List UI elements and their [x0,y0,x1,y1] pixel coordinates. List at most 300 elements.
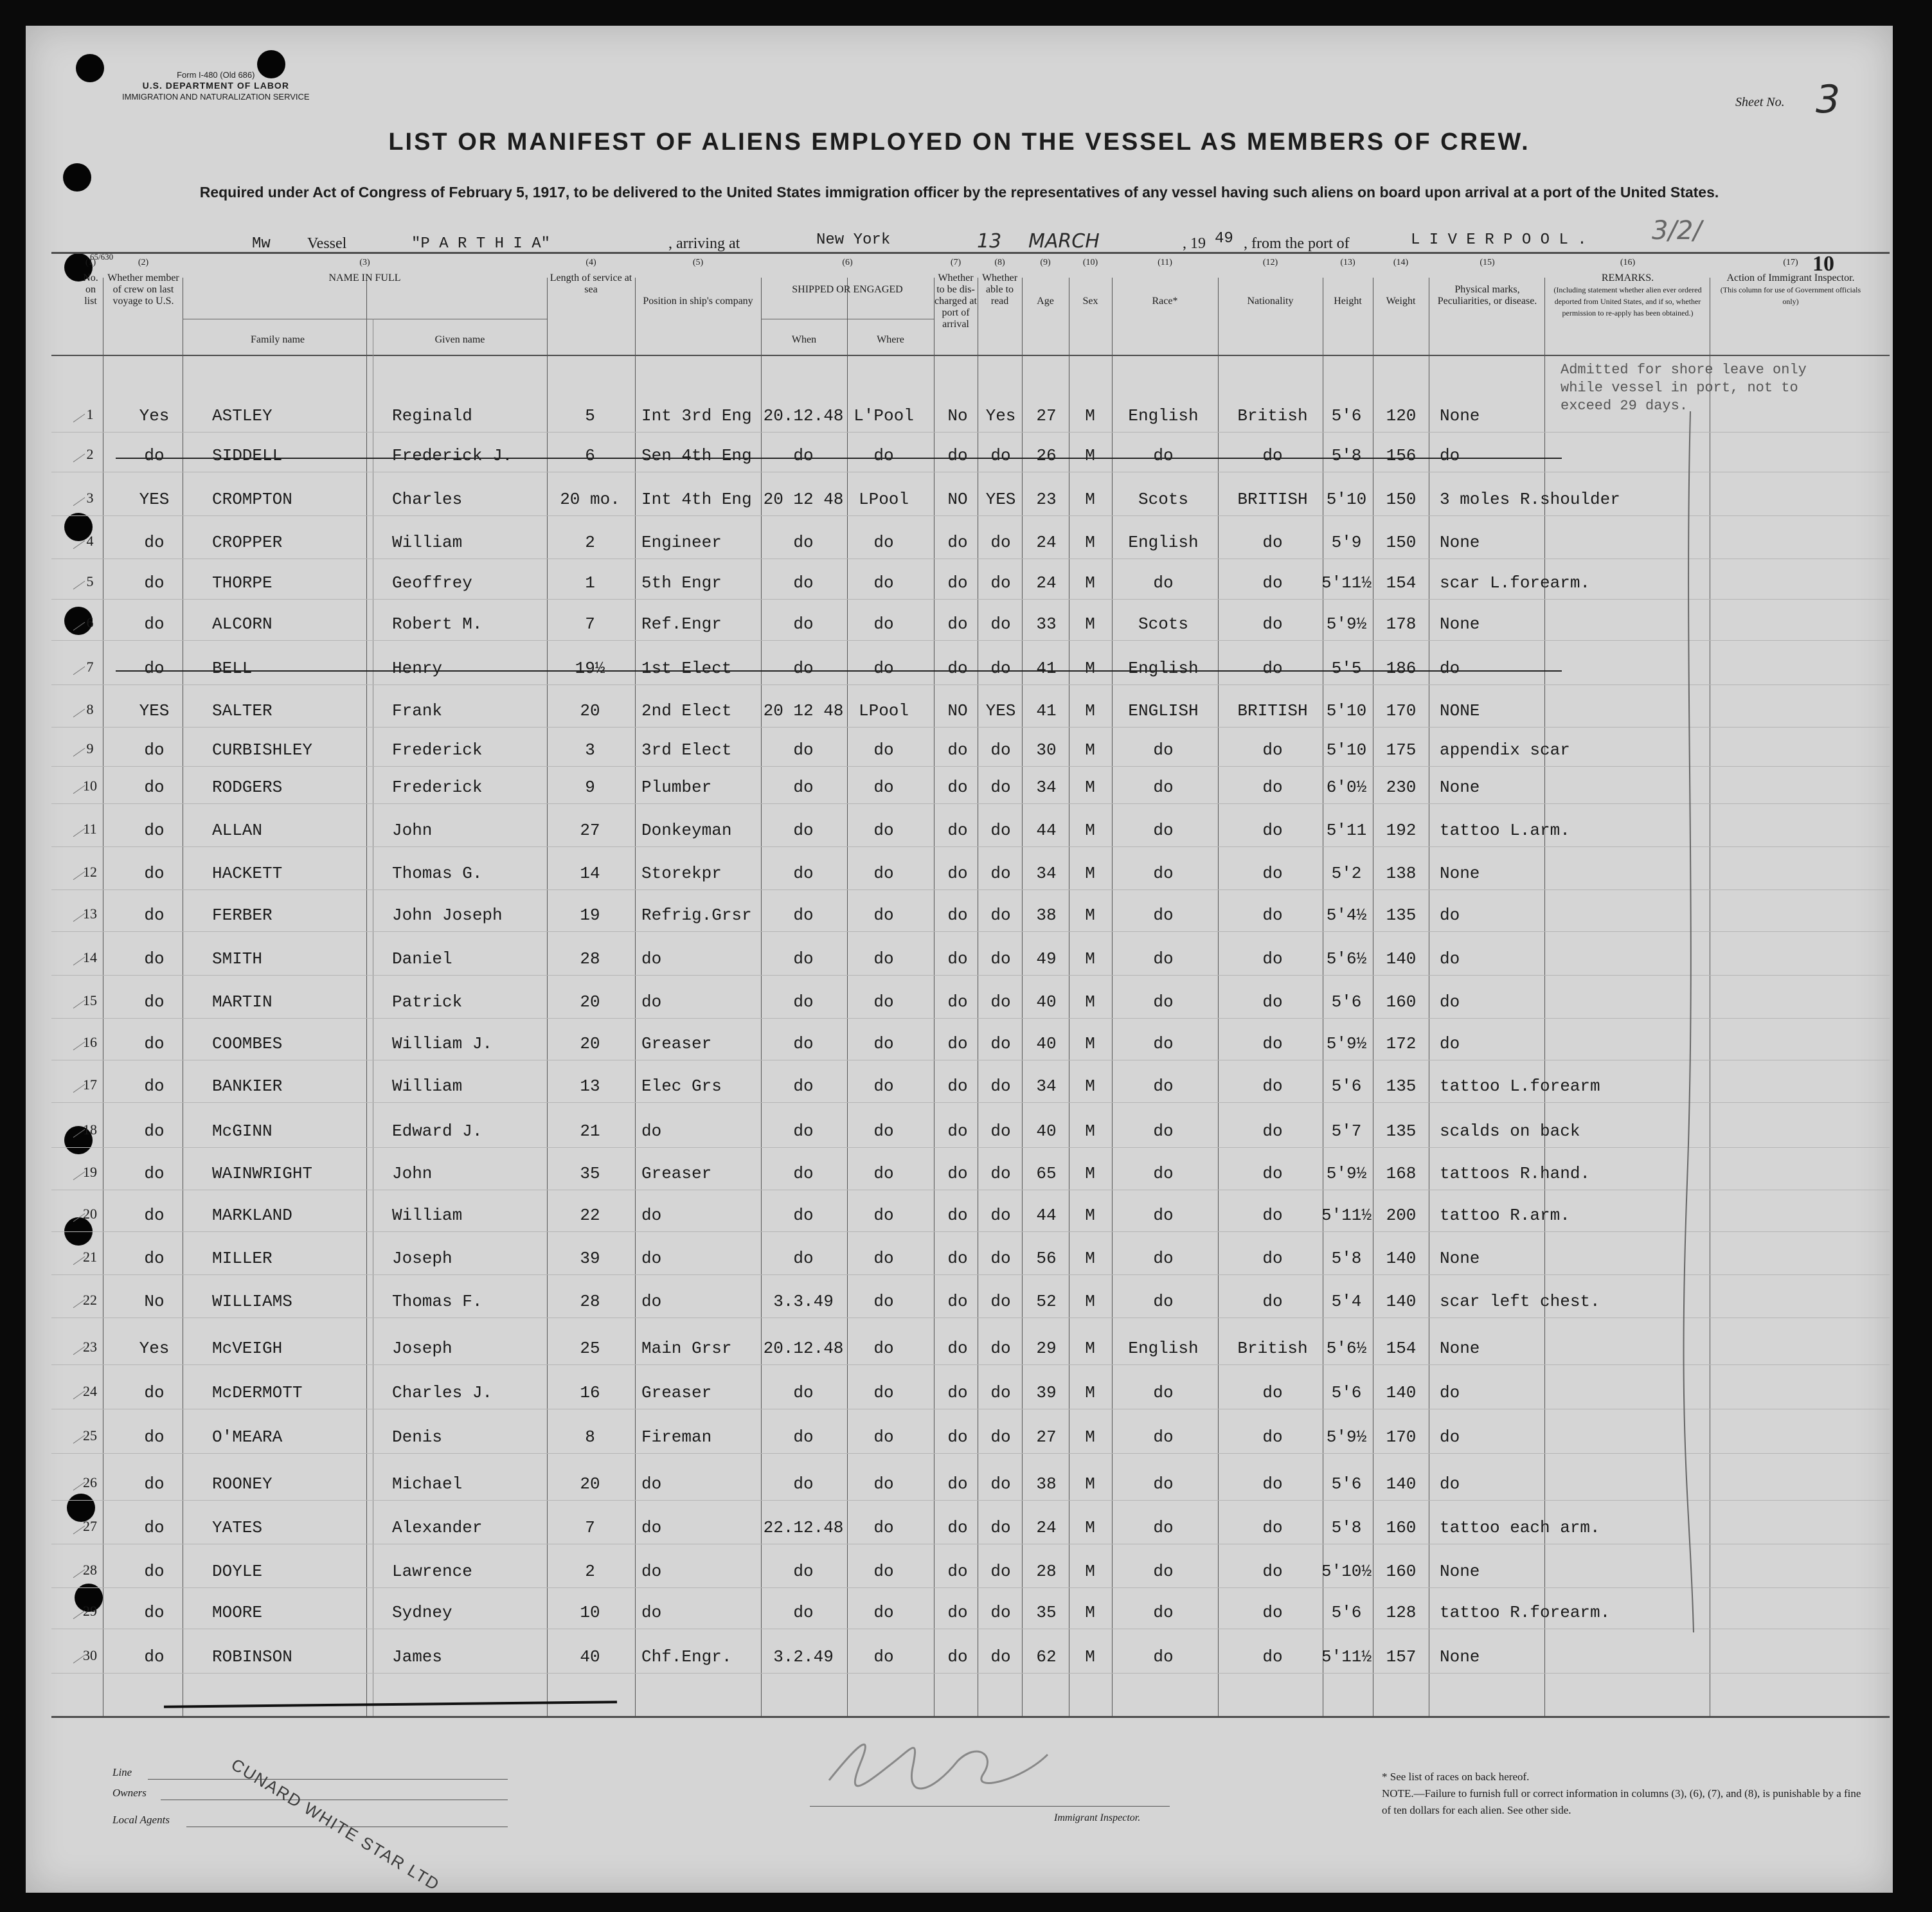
form-info [122,69,310,102]
position-cell: Sen 4th Eng [641,446,752,465]
nationality-cell: do [1262,1249,1283,1268]
height-cell: 6'0½ [1326,778,1367,797]
header-nationality [1218,257,1323,307]
given-name-cell: Frank [392,701,443,720]
strikethrough-line [116,458,1562,459]
shipped-where-cell: do [873,906,894,925]
header-col-number: (17) [1783,258,1798,267]
age-cell: 23 [1036,490,1057,509]
able-to-read-cell: do [990,1121,1011,1141]
last-voyage-cell: do [144,949,165,969]
row-divider [51,1018,1890,1019]
nationality-cell: BRITISH [1237,490,1308,509]
weight-cell: 178 [1386,614,1417,634]
shipped-where-cell: do [873,992,894,1012]
last-voyage-cell: do [144,1562,165,1581]
line-label: Line [112,1766,132,1778]
family-name-cell: RODGERS [212,778,283,797]
discharged-cell: NO [947,490,968,509]
shipped-when-cell: do [793,992,814,1012]
service-length-cell: 13 [580,1077,600,1096]
physical-marks-cell: scar left chest. [1440,1292,1600,1311]
race-cell: do [1153,949,1174,969]
department-name: U.S. DEPARTMENT OF LABOR [142,80,289,91]
service-length-cell: 7 [585,1518,595,1537]
shipped-where-cell: L'Pool [854,406,914,425]
able-to-read-cell: do [990,614,1011,634]
check-mark [73,497,85,506]
header-age [1022,257,1069,307]
race-cell: do [1153,864,1174,883]
age-cell: 40 [1036,992,1057,1012]
shipped-where-cell: do [873,949,894,969]
discharged-cell: do [947,992,968,1012]
shipped-where-cell: do [873,1077,894,1096]
header-family-name: Family name [251,334,305,345]
sex-cell: M [1085,949,1095,969]
shipped-where-cell: do [873,1034,894,1053]
row-number: 27 [83,1518,97,1534]
able-to-read-cell: do [990,533,1011,552]
row-number: 6 [86,614,94,630]
weight-cell: 170 [1386,1427,1417,1447]
weight-cell: 128 [1386,1603,1417,1622]
sex-cell: M [1085,533,1095,552]
given-name-cell: Reginald [392,406,472,425]
nationality-cell: do [1262,906,1283,925]
discharged-cell: do [947,1427,968,1447]
race-cell: ENGLISH [1128,701,1199,720]
discharged-cell: do [947,446,968,465]
physical-marks-cell: tattoo each arm. [1440,1518,1600,1537]
last-voyage-cell: do [144,1034,165,1053]
shipped-where-cell: do [873,1383,894,1402]
row-divider [51,1231,1890,1232]
position-cell: Storekpr [641,864,722,883]
discharged-cell: do [947,1383,968,1402]
header-race [1112,257,1218,307]
header-label: Action of Immigrant Inspector. [1726,273,1855,283]
service-length-cell: 19½ [575,659,605,678]
weight-cell: 138 [1386,864,1417,883]
nationality-cell: do [1262,573,1283,593]
given-name-cell: Robert M. [392,614,483,634]
shipped-when-cell: 3.2.49 [773,1647,834,1666]
sex-cell: M [1085,1206,1095,1225]
sex-cell: M [1085,1562,1095,1581]
age-cell: 44 [1036,821,1057,840]
physical-marks-cell: do [1440,992,1460,1012]
nationality-cell: British [1237,406,1308,425]
physical-marks-cell: do [1440,949,1460,969]
row-divider [51,766,1890,767]
discharged-cell: do [947,949,968,969]
shipped-where-cell: do [873,659,894,678]
discharged-cell: do [947,740,968,760]
nationality-cell: do [1262,1474,1283,1494]
physical-marks-cell: do [1440,1383,1460,1402]
given-name-cell: Sydney [392,1603,452,1622]
physical-marks-cell: None [1440,778,1480,797]
shipped-where-cell: do [873,740,894,760]
table-top-border [51,252,1890,254]
service-length-cell: 28 [580,949,600,969]
physical-marks-cell: tattoo L.arm. [1440,821,1570,840]
shipped-when-cell: do [793,1474,814,1494]
nationality-cell: do [1262,1603,1283,1622]
shipped-where-cell: do [873,1206,894,1225]
shipped-when-cell: do [793,1077,814,1096]
sex-cell: M [1085,778,1095,797]
age-cell: 41 [1036,659,1057,678]
sex-cell: M [1085,1603,1095,1622]
header-col-number: (16) [1620,258,1636,267]
weight-cell: 156 [1386,446,1417,465]
position-cell: do [641,1562,662,1581]
shipped-where-cell: do [873,1603,894,1622]
last-voyage-cell: do [144,1121,165,1141]
able-to-read-cell: do [990,1427,1011,1447]
age-cell: 41 [1036,701,1057,720]
arrival-year: 49 [1215,230,1233,247]
nationality-cell: do [1262,992,1283,1012]
row-number: 25 [83,1427,97,1443]
height-cell: 5'10 [1326,701,1367,720]
race-cell: do [1153,1562,1174,1581]
check-mark [73,666,85,675]
able-to-read-cell: do [990,1518,1011,1537]
physical-marks-cell: do [1440,1427,1460,1447]
position-cell: Int 4th Eng [641,490,752,509]
discharged-cell: do [947,821,968,840]
physical-marks-cell: None [1440,1249,1480,1268]
last-voyage-cell: do [144,1518,165,1537]
weight-cell: 140 [1386,1249,1417,1268]
inspector-label: Immigrant Inspector. [1054,1812,1141,1823]
position-cell: Donkeyman [641,821,732,840]
able-to-read-cell: do [990,1249,1011,1268]
given-name-cell: William J. [392,1034,493,1053]
service-length-cell: 14 [580,864,600,883]
height-cell: 5'6 [1331,406,1362,425]
physical-marks-cell: None [1440,1647,1480,1666]
given-name-cell: Charles [392,490,463,509]
shipped-when-cell: do [793,533,814,552]
header-label: Length of service at sea [550,273,632,295]
row-divider [51,1500,1890,1501]
vessel-name: "P A R T H I A" [411,235,551,253]
family-name-cell: SALTER [212,701,273,720]
weight-cell: 192 [1386,821,1417,840]
discharged-cell: do [947,1603,968,1622]
family-name-cell: BELL [212,659,253,678]
header-label: NAME IN FULL [328,273,401,283]
given-name-cell: John [392,821,433,840]
family-name-cell: WILLIAMS [212,1292,292,1311]
header-label: Whether able to read [981,273,1018,307]
given-name-cell: William [392,1077,463,1096]
height-cell: 5'4½ [1326,906,1367,925]
shipped-where-cell: do [873,1249,894,1268]
row-divider [51,975,1890,976]
header-col-number: (7) [950,258,962,267]
shipped-where-cell: do [873,864,894,883]
header-label: Nationality [1247,296,1294,307]
header-shipped-or-engaged [761,257,934,296]
row-number: 16 [83,1034,97,1050]
family-name-cell: SMITH [212,949,263,969]
height-cell: 5'8 [1331,1518,1362,1537]
cunard-stamp: CUNARD WHITE STAR LTD [228,1755,443,1895]
header-sublabel: (Including statement whether alien ever ordered deported from United States, and if so, whether permission to re-apply has been obtained.) [1553,285,1702,317]
discharged-cell: do [947,1077,968,1096]
physical-marks-cell: scar L.forearm. [1440,573,1591,593]
requirement-text: Required under Act of Congress of February 5, 1917, to be delivered to the United States immigration officer by the representatives of any vessel having such aliens on board upon arrival at a port of the United States. [199,184,1719,201]
row-divider [51,558,1890,559]
last-voyage-cell: do [144,992,165,1012]
shipped-where-cell: do [873,1562,894,1581]
nationality-cell: do [1262,778,1283,797]
shipped-when-cell: do [793,446,814,465]
age-cell: 27 [1036,406,1057,425]
sex-cell: M [1085,1034,1095,1053]
row-divider [51,846,1890,847]
height-cell: 5'6 [1331,1603,1362,1622]
row-number: 15 [83,992,97,1008]
position-cell: Greaser [641,1034,712,1053]
sex-cell: M [1085,1077,1095,1096]
able-to-read-cell: do [990,1292,1011,1311]
row-divider [51,803,1890,804]
family-name-cell: MARTIN [212,992,273,1012]
shipped-where-cell: do [873,1339,894,1358]
able-to-read-cell: do [990,446,1011,465]
age-cell: 33 [1036,614,1057,634]
row-number: 5 [86,573,94,589]
shipped-when-cell: do [793,1427,814,1447]
sex-cell: M [1085,864,1095,883]
able-to-read-cell: do [990,949,1011,969]
race-cell: do [1153,1647,1174,1666]
physical-marks-cell: tattoo R.forearm. [1440,1603,1611,1622]
shipped-when-cell: do [793,1164,814,1183]
last-voyage-cell: Yes [139,1339,170,1358]
race-cell: do [1153,1383,1174,1402]
able-to-read-cell: do [990,1474,1011,1494]
page-number: 10 [1812,252,1834,276]
service-length-cell: 28 [580,1292,600,1311]
race-cell: do [1153,1427,1174,1447]
race-cell: do [1153,1249,1174,1268]
weight-cell: 170 [1386,701,1417,720]
position-cell: Chf.Engr. [641,1647,732,1666]
nationality-cell: do [1262,1292,1283,1311]
last-voyage-cell: do [144,1206,165,1225]
family-name-cell: ALLAN [212,821,263,840]
race-cell: do [1153,573,1174,593]
age-cell: 30 [1036,740,1057,760]
races-note: * See list of races on back hereof. [1382,1771,1530,1783]
height-cell: 5'11½ [1321,573,1372,593]
weight-cell: 120 [1386,406,1417,425]
header-label: REMARKS. [1601,273,1654,283]
shipped-when-cell: 22.12.48 [763,1518,844,1537]
weight-cell: 154 [1386,573,1417,593]
physical-marks-cell: do [1440,906,1460,925]
vessel-prefix: Mw [252,235,271,253]
family-name-cell: COOMBES [212,1034,283,1053]
discharged-cell: do [947,864,968,883]
family-name-cell: MILLER [212,1249,273,1268]
able-to-read-cell: do [990,573,1011,593]
given-name-cell: Thomas F. [392,1292,483,1311]
race-cell: do [1153,1292,1174,1311]
weight-cell: 140 [1386,1292,1417,1311]
service-length-cell: 40 [580,1647,600,1666]
height-cell: 5'6 [1331,992,1362,1012]
sex-cell: M [1085,446,1095,465]
physical-marks-cell: None [1440,614,1480,634]
shipped-when-cell: do [793,1206,814,1225]
family-name-cell: CROMPTON [212,490,292,509]
row-divider [51,1274,1890,1275]
family-name-cell: MARKLAND [212,1206,292,1225]
header-col-number: (10) [1082,258,1098,267]
sex-cell: M [1085,1518,1095,1537]
position-cell: do [641,992,662,1012]
shipped-when-cell: do [793,614,814,634]
header-label: Whether member of crew on last voyage to U.S. [107,273,179,307]
nationality-cell: do [1262,446,1283,465]
discharged-cell: do [947,778,968,797]
shipped-where-cell: do [873,573,894,593]
position-cell: Int 3rd Eng [641,406,752,425]
header-physical-marks [1433,257,1541,307]
header-discharged [934,257,978,330]
able-to-read-cell: YES [985,490,1016,509]
weight-cell: 135 [1386,1121,1417,1141]
row-divider [51,1102,1890,1103]
nationality-cell: do [1262,1121,1283,1141]
row-number: 18 [83,1121,97,1138]
shipped-where-cell: do [873,1292,894,1311]
header-label: Weight [1386,296,1416,307]
arriving-label: , arriving at [668,235,740,252]
weight-cell: 168 [1386,1164,1417,1183]
row-divider [51,1364,1890,1365]
given-name-cell: Frederick J. [392,446,513,465]
age-cell: 65 [1036,1164,1057,1183]
weight-cell: 140 [1386,1383,1417,1402]
header-where: Where [877,334,904,345]
nationality-cell: do [1262,1562,1283,1581]
row-number: 17 [83,1077,97,1093]
inspector-signature [816,1722,1086,1800]
weight-cell: 140 [1386,949,1417,969]
service-length-cell: 6 [585,446,595,465]
discharged-cell: do [947,614,968,634]
age-cell: 40 [1036,1121,1057,1141]
race-cell: English [1128,533,1199,552]
header-col-number: (2) [138,258,149,267]
last-voyage-cell: do [144,778,165,797]
height-cell: 5'7 [1331,1121,1362,1141]
last-voyage-cell: YES [139,701,170,720]
row-number: 12 [83,864,97,880]
given-name-cell: Daniel [392,949,452,969]
position-cell: Elec Grs [641,1077,722,1096]
physical-marks-cell: NONE [1440,701,1480,720]
position-cell: Engineer [641,533,722,552]
last-voyage-cell: do [144,659,165,678]
form-number: Form I-480 (Old 686) [177,70,255,80]
position-cell: do [641,1474,662,1494]
age-cell: 39 [1036,1383,1057,1402]
height-cell: 5'5 [1331,659,1362,678]
year-prefix: , 19 [1183,235,1206,252]
weight-cell: 160 [1386,1518,1417,1537]
shipped-when-cell: do [793,740,814,760]
family-name-cell: ASTLEY [212,406,273,425]
row-divider [51,931,1890,932]
weight-cell: 140 [1386,1474,1417,1494]
able-to-read-cell: do [990,1647,1011,1666]
age-cell: 28 [1036,1562,1057,1581]
header-col-number: (5) [692,258,704,267]
position-cell: do [641,1206,662,1225]
manifest-sheet [26,26,1893,1893]
race-cell: do [1153,1077,1174,1096]
position-cell: 1st Elect [641,659,732,678]
position-cell: 3rd Elect [641,740,732,760]
header-label: Whether to be dis-charged at port of arrival [935,273,977,330]
sex-cell: M [1085,614,1095,634]
shipped-when-cell: 20.12.48 [763,1339,844,1358]
shipped-when-cell: do [793,1121,814,1141]
header-label: Race* [1152,296,1178,307]
row-divider [51,727,1890,728]
sex-cell: M [1085,573,1095,593]
service-length-cell: 20 mo. [560,490,620,509]
service-length-cell: 3 [585,740,595,760]
race-cell: English [1128,659,1199,678]
sex-cell: M [1085,1339,1095,1358]
physical-marks-cell: scalds on back [1440,1121,1580,1141]
race-cell: do [1153,992,1174,1012]
punch-hole [76,54,104,82]
sex-cell: M [1085,821,1095,840]
row-number: 14 [83,949,97,965]
row-divider [51,684,1890,685]
given-name-cell: Michael [392,1474,463,1494]
discharged-cell: do [947,1562,968,1581]
last-voyage-cell: do [144,533,165,552]
age-cell: 38 [1036,906,1057,925]
from-port-label: , from the port of [1244,235,1350,252]
nationality-cell: British [1237,1339,1308,1358]
shipped-where-cell: do [873,1121,894,1141]
shipped-where-cell: do [873,446,894,465]
vessel-label: Vessel [307,235,347,252]
discharged-cell: do [947,1518,968,1537]
header-name-in-full [183,257,547,284]
sheet-label: Sheet No. [1735,95,1785,109]
given-name-cell: William [392,533,463,552]
nationality-cell: do [1262,659,1283,678]
race-cell: English [1128,1339,1199,1358]
race-cell: English [1128,406,1199,425]
header-col-number: (8) [994,258,1005,267]
